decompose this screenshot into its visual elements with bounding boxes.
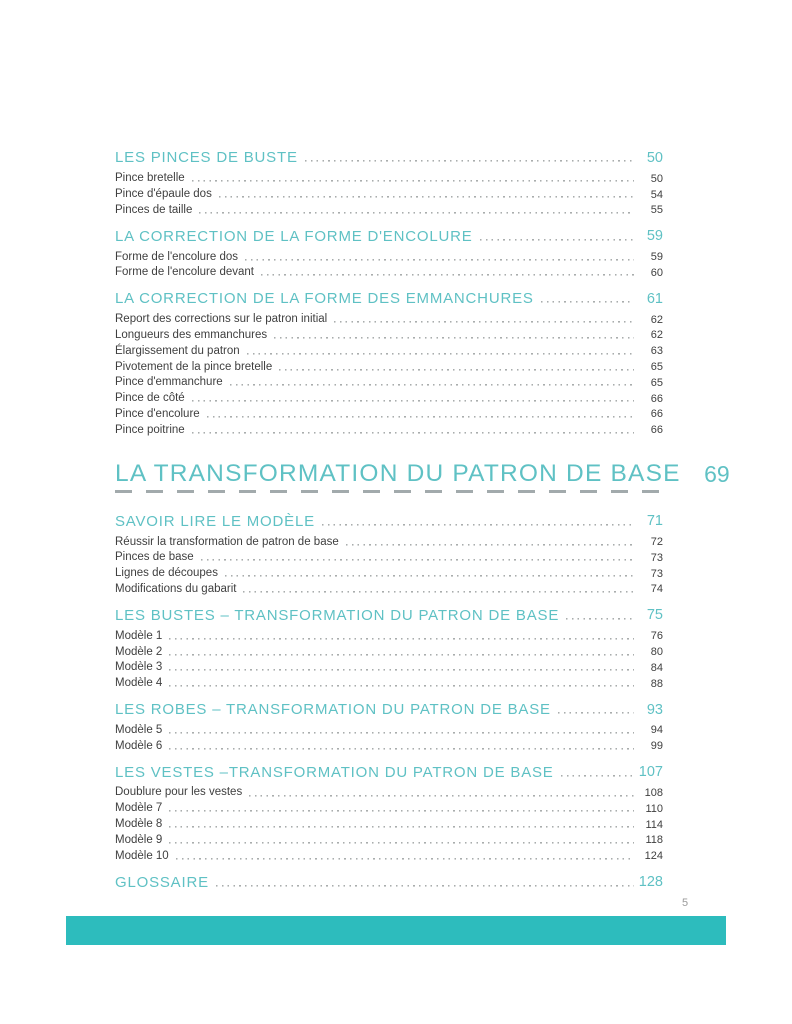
- toc-section-title: LA CORRECTION DE LA FORME DES EMMANCHURES: [115, 290, 534, 308]
- toc-entry: [115, 357, 663, 373]
- toc-entry: [115, 642, 663, 658]
- toc-entry: [115, 580, 663, 596]
- dot-leader: [169, 728, 634, 736]
- toc-entry-page: 118: [645, 834, 663, 847]
- toc-entry: [115, 737, 663, 753]
- dot-leader: [566, 614, 634, 622]
- footer-accent-bar: [66, 916, 726, 945]
- dot-leader: [192, 427, 634, 435]
- toc-entry-label: Longueurs des emmanchures: [115, 328, 268, 341]
- toc-section-page: 75: [646, 607, 663, 624]
- dot-leader: [279, 364, 634, 372]
- toc-entry-page: 110: [645, 802, 663, 815]
- toc-entry-label: Pinces de base: [115, 551, 194, 564]
- toc-entry-page: 108: [644, 787, 663, 800]
- toc-entry-page: 55: [650, 204, 663, 217]
- toc-entry-label: Modèle 3: [115, 661, 163, 674]
- toc-entry-page: 65: [650, 361, 663, 374]
- toc-entry-label: Pince bretelle: [115, 172, 185, 185]
- toc-entry-label: Pince d'encolure: [115, 407, 200, 420]
- toc-entry-page: 63: [650, 345, 663, 358]
- toc-entry-page: 84: [650, 661, 663, 674]
- dot-leader: [274, 333, 634, 341]
- dot-leader: [305, 156, 634, 164]
- toc-entry-label: Forme de l'encolure dos: [115, 250, 239, 263]
- toc-entry: [115, 201, 663, 217]
- toc-entry-page: 59: [650, 251, 663, 264]
- toc-entry-label: Report des corrections sur le patron initial: [115, 313, 328, 326]
- toc-entry-label: Modèle 8: [115, 818, 163, 831]
- toc-section-page: 50: [646, 149, 663, 166]
- toc-entry-page: 65: [650, 376, 663, 389]
- toc-entry: [115, 169, 663, 185]
- spacer: [115, 495, 663, 501]
- toc-entry-page: 66: [650, 392, 663, 405]
- toc-entry-label: Réussir la transformation de patron de base: [115, 535, 339, 548]
- toc-entry: [115, 389, 663, 405]
- toc-entry-label: Pince poitrine: [115, 423, 185, 436]
- toc-entry: [115, 783, 663, 799]
- toc-section-page: 107: [638, 764, 663, 781]
- toc-entry-label: Modèle 1: [115, 629, 163, 642]
- toc-entry: [115, 247, 663, 263]
- dot-leader: [480, 234, 634, 242]
- dot-leader: [169, 806, 634, 814]
- dot-leader: [169, 665, 634, 673]
- dot-leader: [249, 790, 634, 798]
- dot-leader: [169, 633, 634, 641]
- toc-section-heading: [115, 699, 663, 718]
- toc-entry-label: Pinces de taille: [115, 203, 193, 216]
- toc-entry: [115, 674, 663, 690]
- toc-entry: [115, 564, 663, 580]
- toc-entry-page: 60: [650, 266, 663, 279]
- toc-entry-page: 74: [650, 583, 663, 596]
- toc-entry: [115, 548, 663, 564]
- toc-section-title: LES BUSTES – TRANSFORMATION DU PATRON DE BASE: [115, 606, 560, 624]
- dot-leader: [201, 555, 634, 563]
- toc-section-title: LA CORRECTION DE LA FORME D'ENCOLURE: [115, 227, 473, 245]
- toc-section-heading: [115, 605, 663, 624]
- toc-entry: [115, 185, 663, 201]
- toc-entry: [115, 342, 663, 358]
- toc-entry-page: 72: [650, 536, 663, 549]
- dot-leader: [243, 587, 634, 595]
- toc-section-heading: [115, 147, 663, 166]
- toc-entry: [115, 326, 663, 342]
- toc-chapter-heading: [115, 452, 730, 488]
- dot-leader: [176, 853, 634, 861]
- toc-entry-label: Pince d'épaule dos: [115, 187, 212, 200]
- toc-entry: [115, 532, 663, 548]
- toc-entry-page: 94: [650, 724, 663, 737]
- dot-leader: [334, 317, 634, 325]
- toc-entry-page: 62: [650, 329, 663, 342]
- toc-entry-page: 50: [650, 172, 663, 185]
- toc-entry-page: 76: [650, 630, 663, 643]
- dot-leader: [230, 380, 634, 388]
- dot-leader: [561, 770, 634, 778]
- toc-entry-page: 73: [650, 567, 663, 580]
- toc-entry-page: 124: [644, 850, 663, 863]
- toc-entry-label: Modèle 10: [115, 849, 169, 862]
- toc-entry-page: 80: [650, 646, 663, 659]
- toc-chapter-title: LA TRANSFORMATION DU PATRON DE BASE: [115, 459, 681, 487]
- dot-leader: [192, 176, 634, 184]
- toc-entry-page: 66: [650, 408, 663, 421]
- toc-section-page: 93: [646, 701, 663, 718]
- toc-entry-page: 66: [650, 424, 663, 437]
- dot-leader: [192, 396, 634, 404]
- toc-section-page: 59: [646, 228, 663, 245]
- toc-entry: [115, 831, 663, 847]
- toc-entry-label: Modèle 4: [115, 677, 163, 690]
- toc-section-title: LES VESTES –TRANSFORMATION DU PATRON DE BASE: [115, 763, 554, 781]
- toc-entry: [115, 263, 663, 279]
- dot-leader: [219, 192, 634, 200]
- page-number: 5: [681, 897, 689, 909]
- dot-leader: [346, 539, 634, 547]
- toc-entry: [115, 847, 663, 863]
- toc-section-heading: [115, 871, 663, 890]
- dot-leader: [169, 743, 634, 751]
- toc-entry-page: 99: [650, 740, 663, 753]
- toc-entry: [115, 373, 663, 389]
- toc-section-heading: [115, 225, 663, 244]
- toc-section-title: LES PINCES DE BUSTE: [115, 149, 298, 167]
- toc-entry: [115, 310, 663, 326]
- toc-entry-label: Élargissement du patron: [115, 344, 240, 357]
- dot-leader: [322, 519, 634, 527]
- toc-entry: [115, 627, 663, 643]
- table-of-contents: [115, 138, 730, 893]
- dot-leader: [169, 681, 634, 689]
- dot-leader: [245, 254, 634, 262]
- toc-entry: [115, 658, 663, 674]
- dot-leader: [169, 649, 634, 657]
- toc-section-title: SAVOIR LIRE LE MODÈLE: [115, 512, 315, 530]
- dot-leader: [261, 270, 634, 278]
- dot-leader: [247, 348, 634, 356]
- dot-leader: [558, 708, 634, 716]
- toc-section-title: LES ROBES – TRANSFORMATION DU PATRON DE BASE: [115, 700, 551, 718]
- dot-leader: [225, 571, 634, 579]
- dot-leader: [216, 880, 634, 888]
- dot-leader: [169, 838, 634, 846]
- toc-entry-label: Modifications du gabarit: [115, 582, 237, 595]
- toc-chapter-page: 69: [704, 461, 730, 488]
- toc-entry-label: Modèle 9: [115, 833, 163, 846]
- toc-section-heading: [115, 288, 663, 307]
- toc-entry-label: Pince de côté: [115, 392, 185, 405]
- toc-entry: [115, 405, 663, 421]
- toc-entry-label: Pivotement de la pince bretelle: [115, 360, 273, 373]
- toc-section-heading: [115, 761, 663, 780]
- toc-entry-page: 73: [650, 551, 663, 564]
- toc-entry-label: Modèle 6: [115, 739, 163, 752]
- dot-leader: [541, 297, 634, 305]
- toc-entry-page: 62: [650, 313, 663, 326]
- dot-leader: [169, 822, 634, 830]
- toc-entry-page: 54: [650, 188, 663, 201]
- toc-section-page: 71: [646, 513, 663, 530]
- toc-entry: [115, 815, 663, 831]
- dot-leader: [199, 207, 634, 215]
- toc-entry-page: 114: [645, 818, 663, 831]
- toc-entry-label: Modèle 2: [115, 645, 163, 658]
- toc-section-heading: [115, 510, 663, 529]
- toc-entry: [115, 421, 663, 437]
- dot-leader: [207, 412, 634, 420]
- toc-entry-page: 88: [650, 677, 663, 690]
- toc-entry-label: Lignes de découpes: [115, 567, 218, 580]
- chapter-dashed-underline: [115, 490, 663, 493]
- toc-entry-label: Pince d'emmanchure: [115, 376, 223, 389]
- toc-entry: [115, 799, 663, 815]
- toc-entry-label: Modèle 7: [115, 802, 163, 815]
- toc-entry-label: Modèle 5: [115, 723, 163, 736]
- toc-section-page: 61: [646, 290, 663, 307]
- toc-entry: [115, 721, 663, 737]
- toc-section-title: GLOSSAIRE: [115, 873, 209, 891]
- toc-entry-label: Forme de l'encolure devant: [115, 266, 254, 279]
- toc-entry-label: Doublure pour les vestes: [115, 786, 243, 799]
- toc-section-page: 128: [638, 874, 663, 891]
